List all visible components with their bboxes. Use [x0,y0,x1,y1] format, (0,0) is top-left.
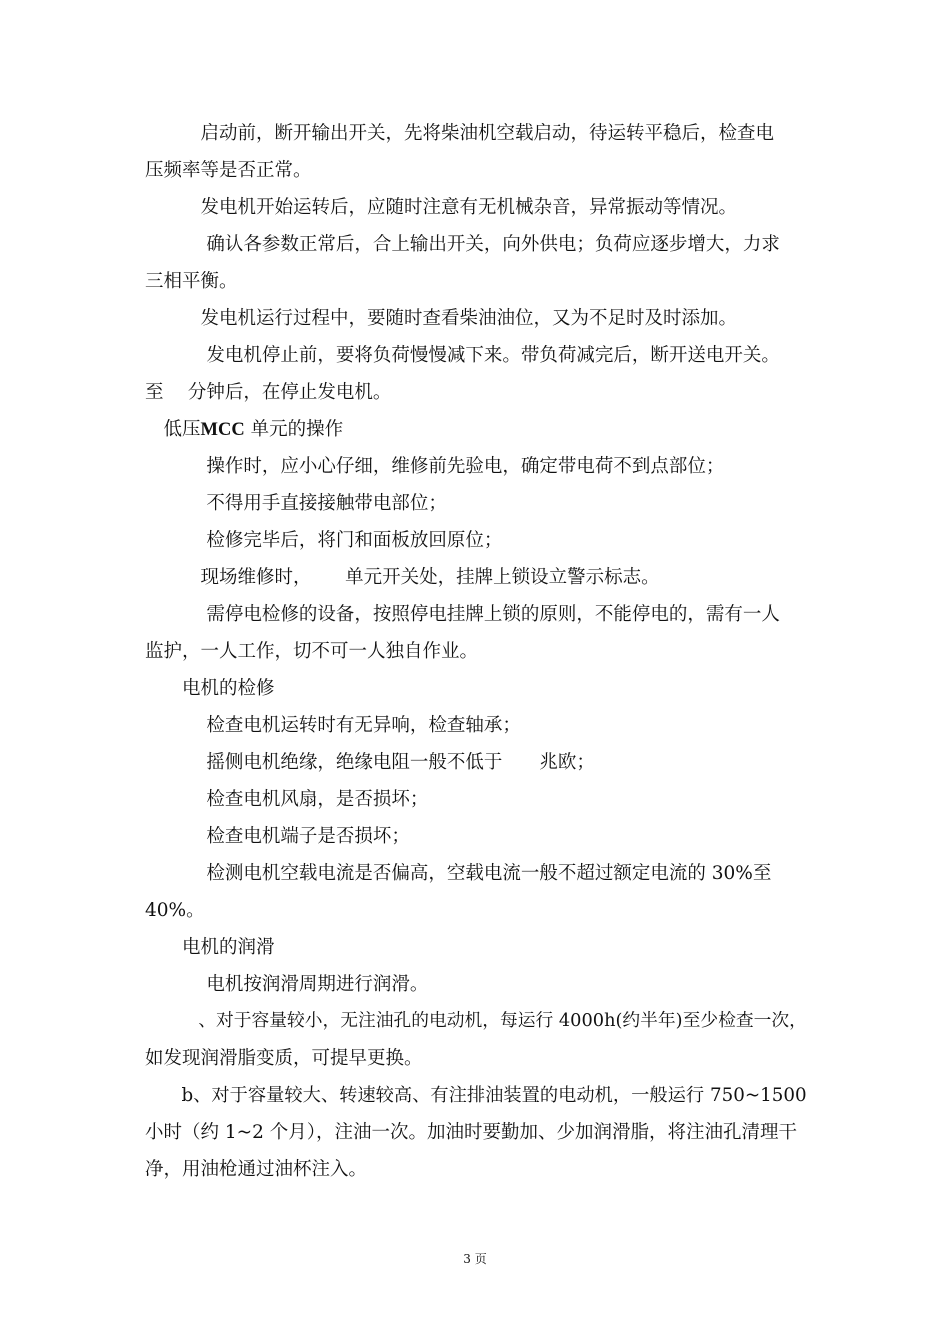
text-line: 发电机运行过程中，要随时查看柴油油位，又为不足时及时添加。 [145,308,738,329]
text-line: 需停电检修的设备，按照停电挂牌上锁的原则，不能停电的，需有一人 [145,604,780,625]
text-line: 启动前，断开输出开关，先将柴油机空载启动，待运转平稳后，检查电 [145,123,775,144]
text-line: 摇侧电机绝缘，绝缘电阻一般不低于 兆欧； [145,752,595,773]
text-line: 发电机停止前，要将负荷慢慢减下来。带负荷减完后，断开送电开关。 [145,345,780,366]
text-line: b、对于容量较大、转速较高、有注排油装置的电动机，一般运行 750~1500 [145,1085,807,1106]
text-line: 至 分钟后，在停止发电机。 [145,382,392,403]
text-line: 、对于容量较小，无注油孔的电动机，每运行 4000h(约半年)至少检查一次， [145,1011,807,1031]
text-line: 操作时，应小心仔细，维修前先验电，确定带电荷不到点部位； [145,456,725,477]
text-line: 检测电机空载电流是否偏高，空载电流一般不超过额定电流的 30%至 [145,863,772,884]
text-line: 检修完毕后，将门和面板放回原位； [145,530,503,551]
text-line: 如发现润滑脂变质，可提早更换。 [145,1048,423,1069]
text-line: 电机按润滑周期进行润滑。 [145,974,429,995]
text-line: 净，用油枪通过油杯注入。 [145,1159,368,1180]
text-line: 检查电机端子是否损坏； [145,826,410,847]
text-line: 检查电机风扇，是否损坏； [145,789,429,810]
heading-mcc-bold: MCC [200,420,245,440]
text-line: 发电机开始运转后，应随时注意有无机械杂音，异常振动等情况。 [145,197,738,218]
text-line: 确认各参数正常后，合上输出开关，向外供电；负荷应逐步增大，力求 [145,234,780,255]
text-line: 不得用手直接接触带电部位； [145,493,447,514]
text-line: 小时（约 1~2 个月），注油一次。加油时要勤加、少加润滑脂，将注油孔清理干 [145,1122,798,1143]
heading-suffix: 单元的操作 [244,419,344,440]
text-line: 40%。 [145,900,205,921]
text-line: 压频率等是否正常。 [145,160,312,181]
section-heading-mcc [145,421,343,440]
heading-prefix: 低压 [145,419,201,440]
page-number: 3 页 [463,1252,487,1266]
section-heading-motor-maintenance: 电机的检修 [145,678,275,699]
text-line: 三相平衡。 [145,271,238,292]
text-line: 现场维修时， 单元开关处，挂牌上锁设立警示标志。 [145,567,660,588]
text-line: 检查电机运转时有无异响，检查轴承； [145,715,521,736]
text-line: 监护，一人工作，切不可一人独自作业。 [145,641,479,662]
section-heading-lubrication: 电机的润滑 [145,937,275,958]
